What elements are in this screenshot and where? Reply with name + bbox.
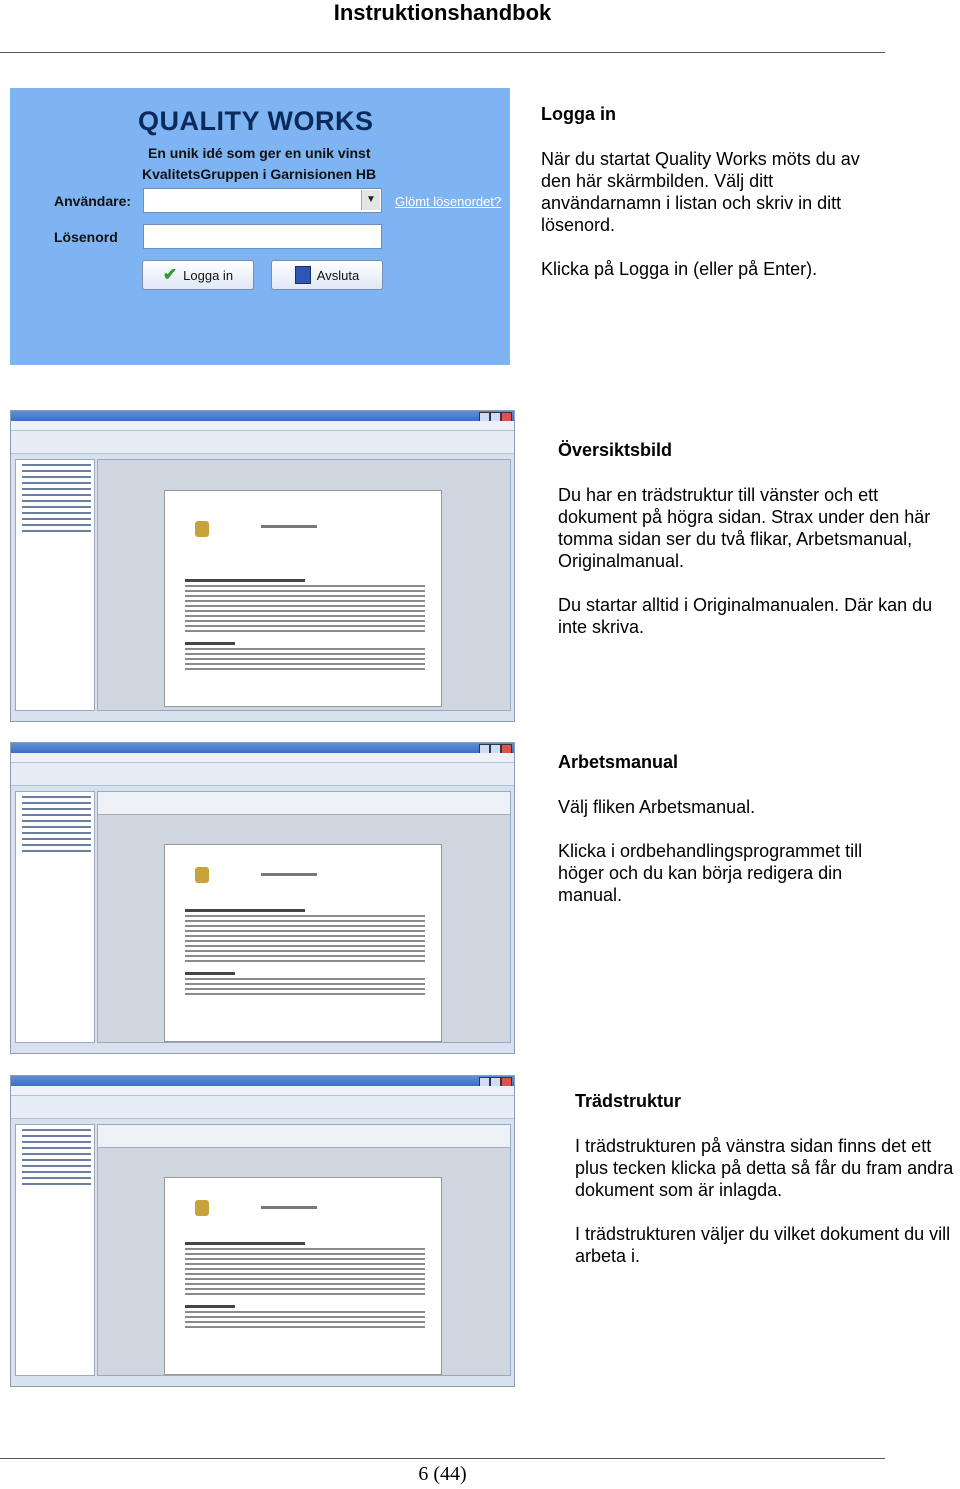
document-page[interactable] [164,1177,442,1375]
exit-door-icon [295,266,311,284]
paragraph: Klicka på Logga in (eller på Enter). [541,259,818,279]
password-label: Lösenord [54,229,118,245]
page-number: 6 (44) [418,1463,467,1485]
section-heading-overview: Översiktsbild [558,440,673,460]
password-input[interactable] [143,224,382,249]
emblem-icon [195,1200,209,1216]
paragraph: I trädstrukturen på vänstra sidan finns det ett plus tecken klicka på detta så får du fram andra dokument som är inlagda. [575,1136,954,1200]
tree-panel [15,459,95,711]
document-page [164,490,442,707]
editor-toolbar [98,1125,510,1148]
document-area [97,459,511,711]
app-toolbar [11,763,514,786]
app-menubar [11,753,514,763]
exit-button-label: Avsluta [316,267,360,283]
document-title: Instruktionshandbok [333,0,552,25]
section-text-workmanual [558,796,903,928]
app-toolbar [11,431,514,454]
header-divider [0,52,885,53]
app-titlebar [11,411,514,421]
tree-panel[interactable] [15,1124,95,1376]
document-page[interactable] [164,844,442,1042]
app-toolbar [11,1096,514,1119]
section-heading-login: Logga in [541,104,616,124]
paragraph: När du startat Quality Works möts du av den här skärmbilden. Välj ditt användarnamn i listan och skriv in ditt lösenord. [541,149,860,235]
editor-area[interactable] [97,1124,511,1376]
chevron-down-icon[interactable]: ▼ [361,190,380,210]
user-label: Användare: [54,193,132,209]
section-heading-workmanual: Arbetsmanual [558,752,679,772]
tree-screenshot [10,1075,515,1387]
login-screenshot [10,88,510,365]
user-select[interactable] [143,188,382,213]
section-text-overview [558,484,938,660]
checkmark-icon: ✔ [162,265,178,284]
paragraph: Klicka i ordbehandlingsprogrammet till höger och du kan börja redigera din manual. [558,841,863,905]
workmanual-screenshot [10,742,515,1054]
editor-toolbar [98,792,510,815]
section-text-tree [575,1135,959,1289]
login-button-label: Logga in [183,267,234,283]
overview-screenshot [10,410,515,722]
emblem-icon [195,521,209,537]
emblem-icon [195,867,209,883]
section-text-login [541,148,871,302]
brand-tagline: En unik idé som ger en unik vinst [148,145,371,161]
paragraph: Du startar alltid i Originalmanualen. Där kan du inte skriva. [558,595,933,637]
forgot-password-link[interactable]: Glömt lösenordet? [395,194,502,209]
tree-panel [15,791,95,1043]
app-titlebar [11,743,514,753]
brand-company: KvalitetsGruppen i Garnisionen HB [142,166,377,182]
brand-logo-text: QUALITY WORKS [138,106,374,136]
editor-area[interactable] [97,791,511,1043]
app-menubar [11,1086,514,1096]
paragraph: Välj fliken Arbetsmanual. [558,797,756,817]
section-heading-tree: Trädstruktur [575,1091,682,1111]
app-menubar [11,421,514,431]
footer-divider [0,1458,885,1459]
login-button[interactable] [142,260,254,290]
paragraph: Du har en trädstruktur till vänster och ett dokument på högra sidan. Strax under den här tomma sidan ser du två flikar, Arbetsmanual, Originalmanual. [558,485,931,571]
app-titlebar [11,1076,514,1086]
exit-button[interactable] [271,260,383,290]
paragraph: I trädstrukturen väljer du vilket dokument du vill arbeta i. [575,1224,951,1266]
